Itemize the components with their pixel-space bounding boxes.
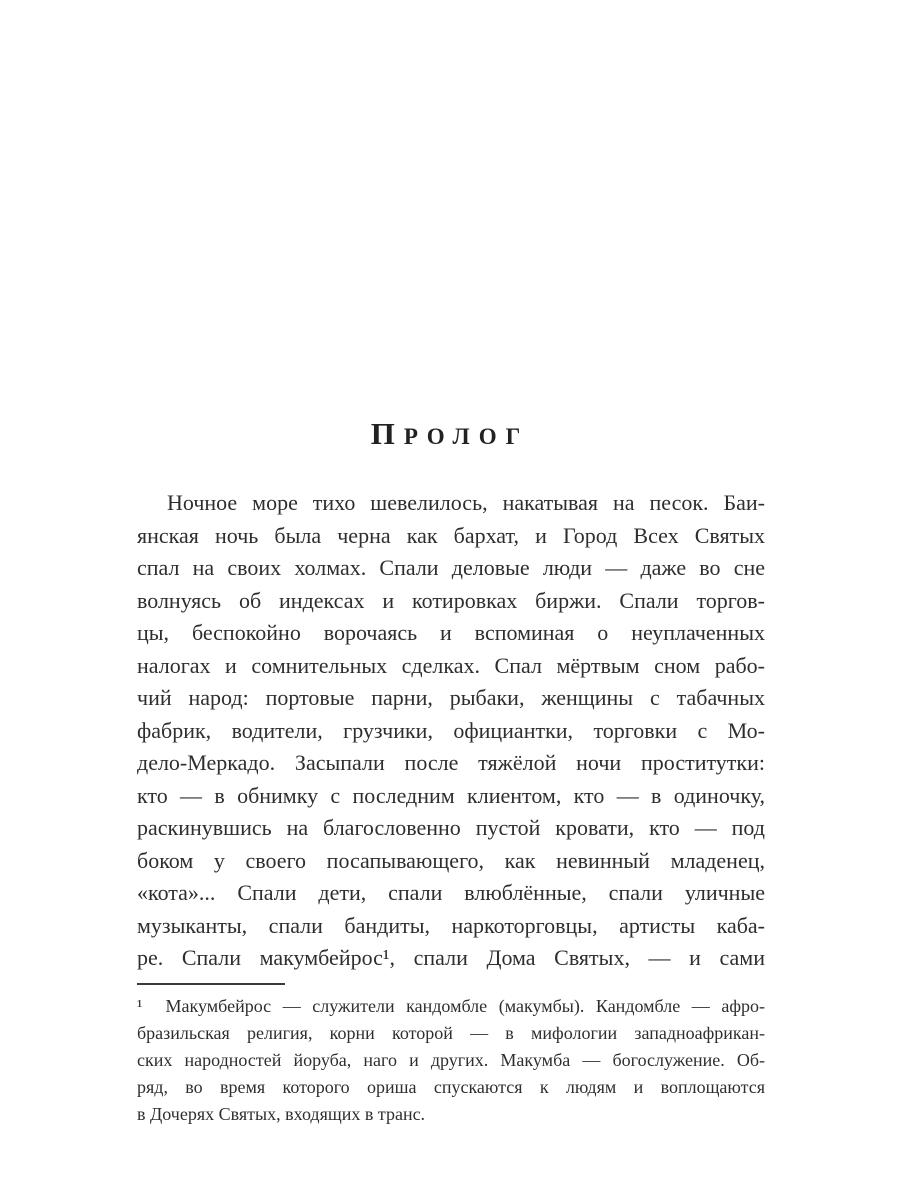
body-text [137, 487, 765, 975]
body-line: янская ночь была черна как бархат, и Город Всех Святых [137, 522, 765, 548]
body-line: музыканты, спали бандиты, наркоторговцы, артисты каба- [137, 912, 765, 938]
body-line: чий народ: портовые парни, рыбаки, женщины с табачных [137, 685, 765, 710]
body-line: «кота»... Спали дети, спали влюблённые, спали уличные [137, 880, 765, 905]
body-line: Ночное море тихо шевелилось, накатывая на песок. Баи- [167, 490, 765, 515]
body-line: фабрик, водители, грузчики, официантки, торговки с Мо- [137, 717, 765, 743]
footnote [137, 993, 765, 1128]
footnote-line: ряд, во время которого ориша спускаются к людям и воплощаются [137, 1077, 765, 1097]
chapter-title-rest: РОЛОГ [403, 424, 530, 449]
body-line: боком у своего посапывающего, как невинный младенец, [137, 847, 765, 873]
footnote-line: ских народностей йоруба, наго и других. Макумба — богослужение. Об- [137, 1050, 765, 1070]
body-line: дело-Меркадо. Засыпали после тяжёлой ночи проститутки: [137, 750, 765, 775]
body-line: волнуясь об индексах и котировках биржи. Спали торгов- [137, 587, 765, 613]
body-line: цы, беспокойно ворочаясь и вспоминая о неуплаченных [137, 620, 765, 645]
footnote-line: бразильская религия, корни которой — в мифологии западноафрикан- [137, 1023, 765, 1043]
chapter-title-initial: П [370, 416, 404, 451]
chapter-title [0, 417, 900, 449]
body-line: раскинувшись на благословенно пустой кровати, кто — под [137, 815, 765, 840]
footnote-line: ¹ Макумбейрос — служители кандомбле (макумбы). Кандомбле — афро- [137, 996, 765, 1016]
body-line: налогах и сомнительных сделках. Спал мёртвым сном рабо- [137, 652, 765, 678]
body-line: спал на своих холмах. Спали деловые люди — даже во сне [137, 555, 765, 580]
footnote-separator [137, 983, 285, 985]
body-line: ре. Спали макумбейрос¹, спали Дома Святых, — и сами [137, 945, 765, 970]
body-line: кто — в обнимку с последним клиентом, кто — в одиночку, [137, 782, 765, 808]
footnote-line: в Дочерях Святых, входящих в транс. [137, 1104, 426, 1124]
